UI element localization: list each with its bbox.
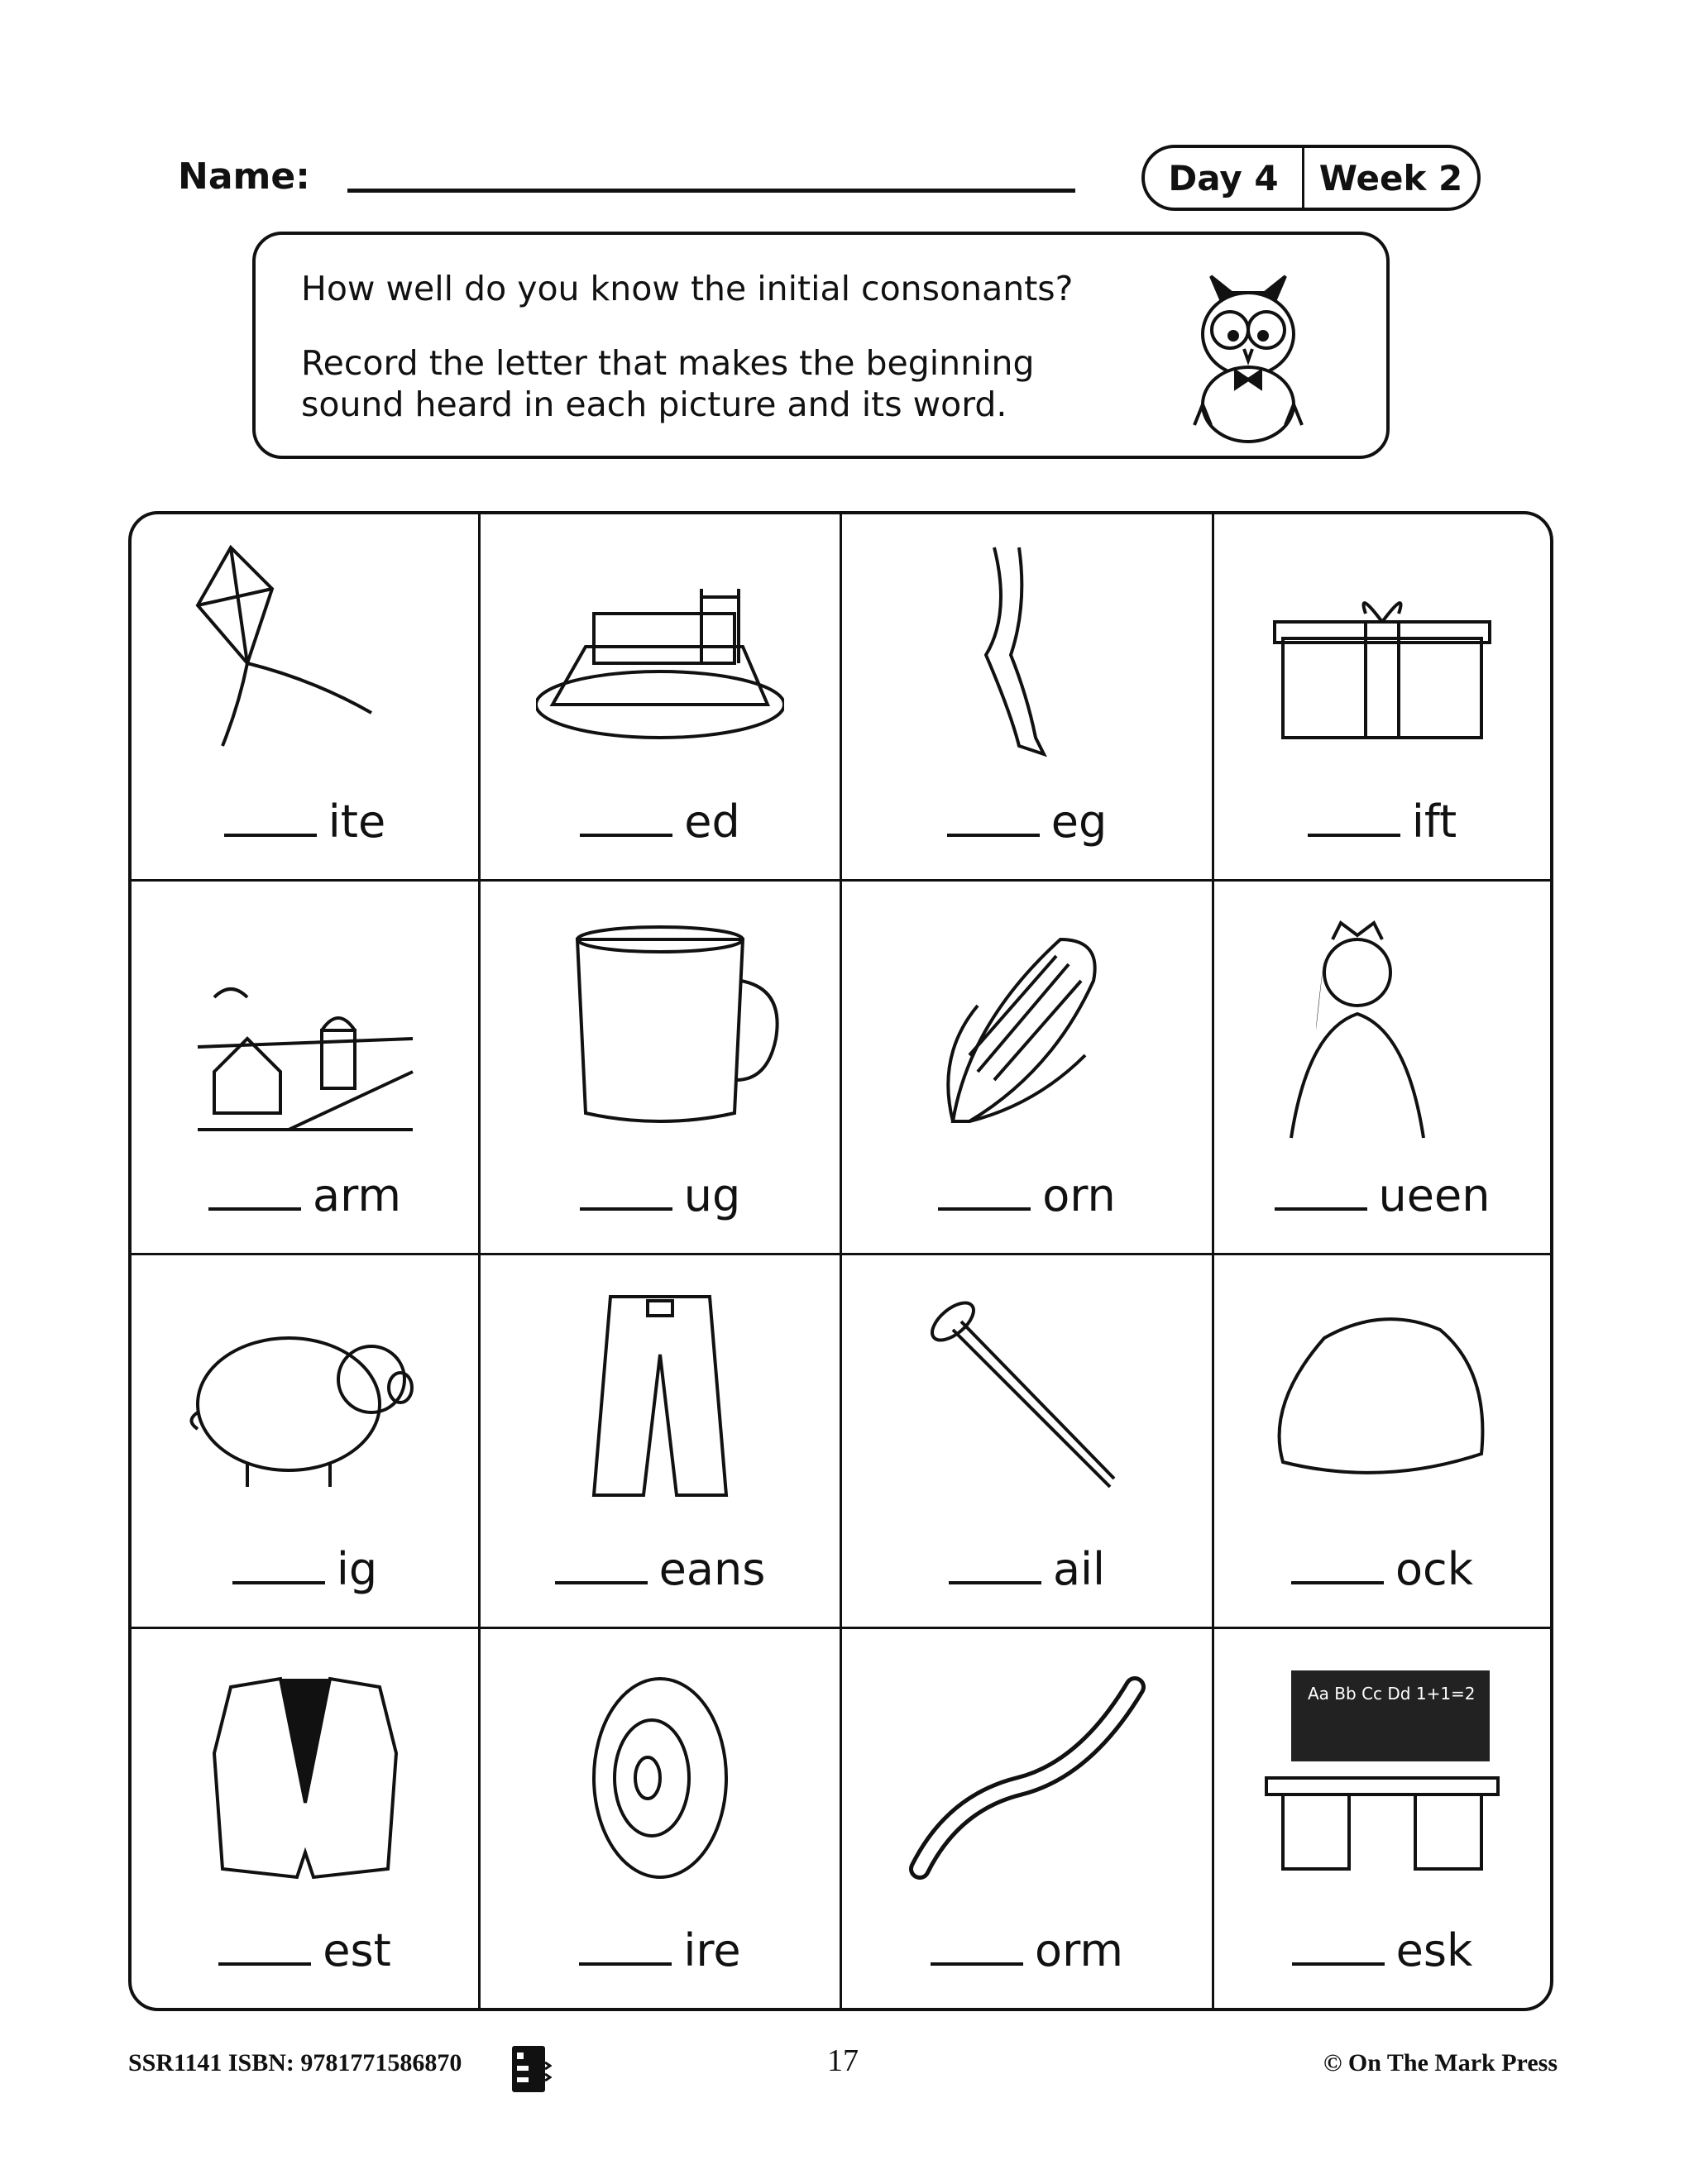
answer-blank[interactable] [1292,1954,1385,1966]
word-ending: ift [1411,796,1457,848]
bed-icon [536,539,784,779]
directions-line-1: Record the letter that makes the beginning [301,343,1035,383]
word-prompt [132,1924,478,1976]
page-number: 17 [827,2043,859,2078]
answer-blank[interactable] [580,1199,672,1211]
word-prompt [132,1169,478,1221]
instruction-box [252,232,1390,459]
jeans-icon [536,1280,784,1520]
day-label: Day 4 [1145,148,1304,208]
picture-cell-bed [481,514,842,882]
picture-cell-corn [842,882,1214,1255]
picture-cell-rock [1214,1255,1550,1629]
book-icon [510,2044,552,2094]
picture-cell-pig [132,1255,481,1629]
word-prompt [481,1924,840,1976]
word-prompt [132,796,478,848]
picture-cell-queen [1214,882,1550,1255]
answer-blank[interactable] [579,1954,672,1966]
word-prompt [842,1924,1212,1976]
kite-icon [181,539,429,779]
word-prompt [132,1543,478,1595]
word-ending: orm [1035,1924,1123,1976]
tire-icon [536,1654,784,1894]
word-prompt [842,796,1212,848]
name-label: Name: [178,155,310,198]
picture-cell-gift [1214,514,1550,882]
corn-icon [903,906,1151,1146]
word-ending: ig [336,1543,378,1595]
picture-cell-mug [481,882,842,1255]
answer-blank[interactable] [1291,1573,1384,1584]
rock-icon [1258,1280,1506,1520]
answer-blank[interactable] [1308,825,1400,837]
word-prompt [1214,1169,1550,1221]
desk-icon [1258,1654,1506,1894]
word-ending: ite [328,796,386,848]
week-label: Week 2 [1318,157,1463,198]
word-prompt [1214,1924,1550,1976]
instruction-directions [301,342,1035,425]
pig-icon [181,1280,429,1520]
word-ending: eans [658,1543,766,1595]
picture-cell-worm [842,1629,1214,2008]
answer-blank[interactable] [555,1573,648,1584]
word-ending: ail [1052,1543,1106,1595]
worm-icon [903,1654,1151,1894]
picture-cell-farm [132,882,481,1255]
word-ending: ire [683,1924,741,1976]
footer-isbn: SSR1141 ISBN: 9781771586870 [128,2049,462,2076]
word-prompt [1214,796,1550,848]
word-ending: esk [1395,1924,1473,1976]
nail-icon [903,1280,1151,1520]
instruction-question: How well do you know the initial consonants? [301,269,1074,308]
owl-icon [1157,260,1339,450]
word-ending: ed [684,796,740,848]
leg-icon [903,539,1151,779]
queen-icon [1258,906,1506,1146]
picture-cell-vest [132,1629,481,2008]
gift-icon [1258,539,1506,779]
farm-icon [181,906,429,1146]
answer-blank[interactable] [949,1573,1041,1584]
answer-blank[interactable] [208,1199,301,1211]
mug-icon [536,906,784,1146]
name-field-line[interactable] [347,189,1075,193]
word-prompt [481,1543,840,1595]
picture-cell-tire [481,1629,842,2008]
word-ending: est [323,1924,391,1976]
answer-blank[interactable] [938,1199,1031,1211]
directions-line-2: sound heard in each picture and its word. [301,385,1007,424]
picture-cell-desk [1214,1629,1550,2008]
vest-icon [181,1654,429,1894]
picture-cell-leg [842,514,1214,882]
answer-blank[interactable] [580,825,672,837]
footer-publisher: © On The Mark Press [1323,2049,1558,2076]
word-ending: ueen [1378,1169,1491,1221]
word-ending: eg [1050,796,1108,848]
answer-blank[interactable] [218,1954,311,1966]
word-prompt [842,1543,1212,1595]
answer-blank[interactable] [947,825,1040,837]
answer-blank[interactable] [232,1573,325,1584]
word-prompt [481,1169,840,1221]
svg-text:Aa Bb Cc Dd 1+1=2: Aa Bb Cc Dd 1+1=2 [1308,1684,1476,1704]
picture-cell-kite [132,514,481,882]
word-prompt [842,1169,1212,1221]
answer-blank[interactable] [1275,1199,1367,1211]
word-ending: orn [1042,1169,1116,1221]
picture-grid [128,511,1553,2011]
word-ending: ug [683,1169,741,1221]
word-prompt [481,796,840,848]
word-prompt [1214,1543,1550,1595]
word-ending: arm [313,1169,401,1221]
answer-blank[interactable] [931,1954,1023,1966]
answer-blank[interactable] [224,825,317,837]
day-week-badge [1141,145,1481,211]
word-ending: ock [1395,1543,1473,1595]
picture-cell-nail [842,1255,1214,1629]
picture-cell-jeans [481,1255,842,1629]
